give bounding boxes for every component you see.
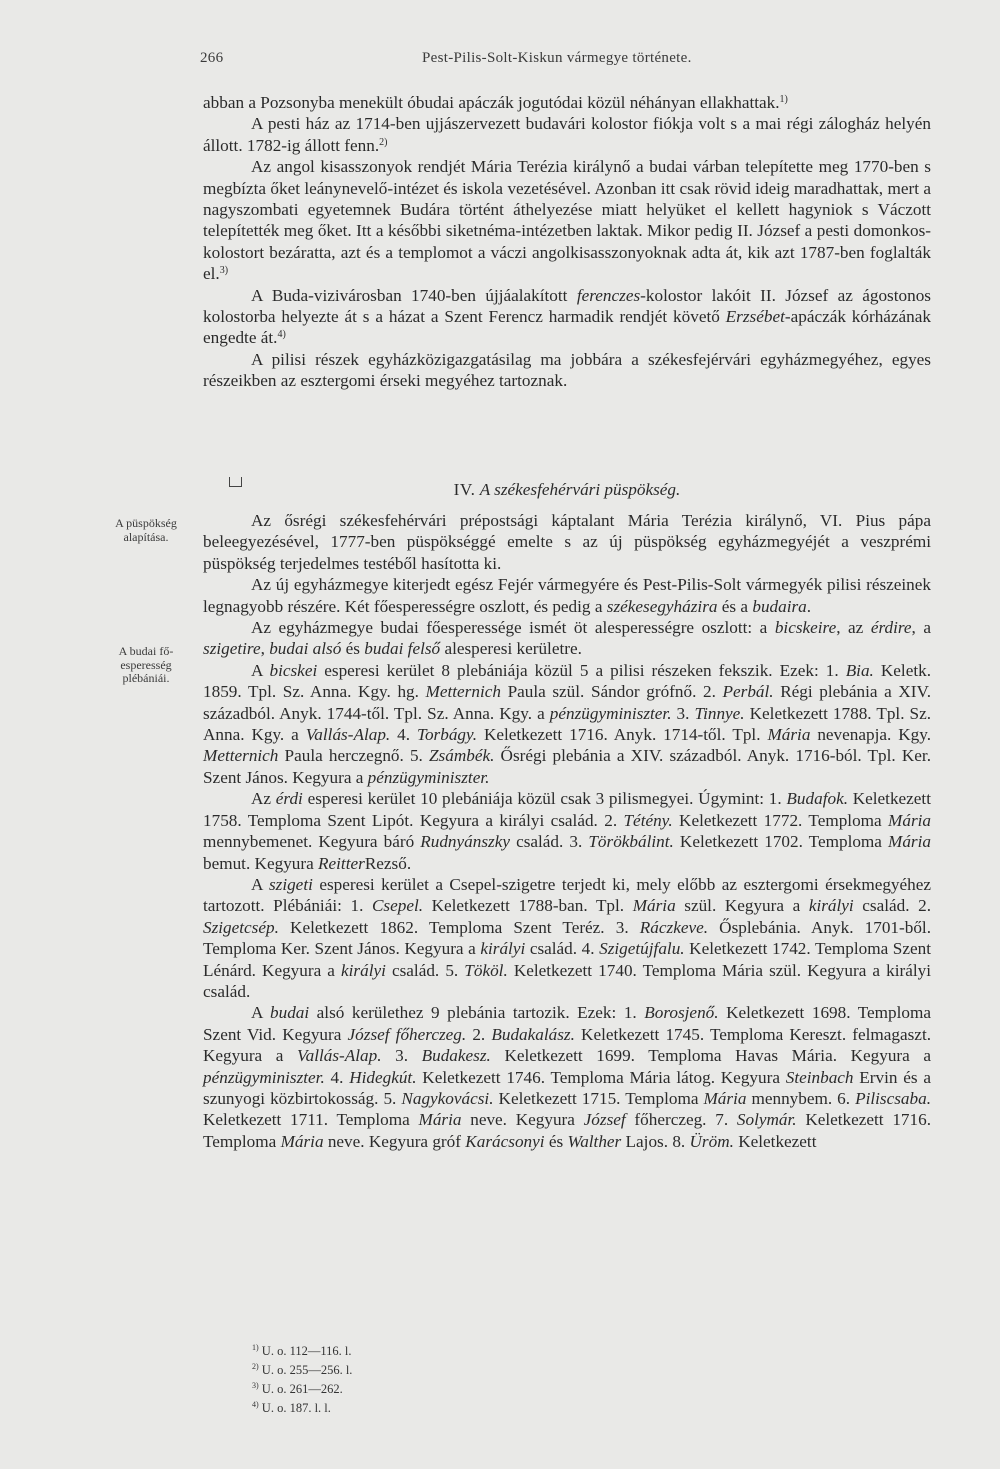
paragraph: Az új egyházmegye kiterjedt egész Fejér vármegyére és Pest-Pilis-Solt vármegyék pilisi részeinek legnagyobb részére. Két főesperességre oszlott, és pedig a székesegyházira és a budaira. [203, 575, 931, 616]
paragraph: Az angol kisasszonyok rendjét Mária Terézia királynő a budai várban telepítette meg 1770-ben s megbízta őket leánynevelő-intézet és iskola vezetésével. Azonban itt csak rövid ideig maradhattak, mert a nagyszombati egyetemnek Budára történt áthelyezése miatt helyüket el kellett hagyniok s Váczott telepítették meg őket. Itt a későbbi siketnéma-intézetben laktak. Mikor pedig II. József a pesti domonkos-kolostort bezáratta, azt és a templomot a váczi angolkisasszonyoknak adta át, kik azt 1787-ben foglalták el.$^{3)}$ [203, 157, 931, 284]
paragraph: abban a Pozsonyba menekült óbudai apáczák jogutódai közül néhányan ellakhattak.$^{1)}$ [203, 93, 788, 112]
page-header [200, 50, 940, 72]
section-title: IV. A székesfehérvári püspökség. [453, 480, 681, 499]
paragraph: Az egyházmegye budai főesperessége ismét öt alesperességre oszlott: a bicskeire, az érdire, a szigetire, budai alsó és budai felső alesperesi kerületre. [203, 618, 931, 659]
footnote-ref: 2) [379, 136, 388, 148]
footnote: $^{4)}$ U. o. 187. l. l. [252, 1400, 331, 1416]
text-block-lower [203, 510, 931, 1152]
footnote-ref: 1) [779, 94, 788, 105]
paragraph: A bicskei esperesi kerület 8 plebániája közül 5 a pilisi részeken fekszik. Ezek: 1. Bia. Keletk. 1859. Tpl. Sz. Anna. Kgy. hg. Metternich Paula szül. Sándor grófnő. 2. Perbál. Régi plebánia a XIV. századból. Anyk. 1744-től. Tpl. Sz. Anna. Kgy. a pénzügyminiszter. 3. Tinnye. Keletkezett 1788. Tpl. Sz. Anna. Kgy. a Vallás-Alap. 4. Torbágy. Keletkezett 1716. Anyk. 1714-től. Tpl. Mária nevenapja. Kgy. Metternich Paula herczegnő. 5. Zsámbék. Ősrégi plebánia a XIV. századból. Anyk. 1716-ból. Tpl. Ker. Szent János. Kegyura a pénzügyminiszter. [203, 660, 932, 787]
paragraph: Az ősrégi székesfehérvári prépostsági káptalant Mária Terézia királynő, VI. Pius pápa beleegyezésével, 1777-ben püspökséggé emelte s az új püspökség egyházmegyéjét a veszprémi püspökség terjedelmes testéből hasította ki. [203, 511, 931, 573]
footnote: $^{2)}$ U. o. 255—256. l. [252, 1362, 353, 1378]
footnote-ref: 4) [277, 329, 286, 341]
margin-note: A püspökség alapítása. [115, 516, 177, 544]
footnote: $^{3)}$ U. o. 261—262. [252, 1381, 343, 1397]
paragraph: Az érdi esperesi kerület 10 plebániája közül csak 3 pilismegyei. Úgymint: 1. Budafok. Keletkezett 1758. Temploma Szent Lipót. Kegyura a királyi család. 2. Tétény. Keletkezett 1772. Temploma Mária mennybemenet. Kegyura báró Rudnyánszky család. 3. Törökbálint. Keletkezett 1702. Temploma Mária bemut. Kegyura ReitterRezső. [203, 789, 931, 873]
page-number: 266 [200, 50, 224, 66]
paragraph: A pilisi részek egyházközigazgatásilag ma jobbára a székesfejérvári egyházmegyéhez, egyes részeikben az esztergomi érseki megyéhez tartoznak. [203, 349, 931, 391]
footnote-ref: 3) [219, 265, 229, 277]
margin-note: A budai fő-esperesség plébániái. [118, 644, 174, 685]
footnote: $^{1)}$ U. o. 112—116. l. [252, 1343, 352, 1359]
paragraph: A budai alsó kerülethez 9 plebánia tartozik. Ezek: 1. Borosjenő. Keletkezett 1698. Temploma Szent Vid. Kegyura József főherczeg. 2. Budakalász. Keletkezett 1745. Temploma Kereszt. felmagaszt. Kegyura a Vallás-Alap. 3. Budakesz. Keletkezett 1699. Temploma Havas Mária. Kegyura a pénzügyminiszter. 4. Hidegkút. Keletkezett 1746. Temploma Mária látog. Kegyura Steinbach Ervin és a szunyogi közbirtokosság. 5. Nagykovácsi. Keletkezett 1715. Temploma Mária mennybem. 6. Piliscsaba. Keletkezett 1711. Temploma Mária neve. Kegyura József főherczeg. 7. Solymár. Keletkezett 1716. Temploma Mária neve. Kegyura gróf Karácsonyi és Walther Lajos. 8. Üröm. Keletkezett [203, 1003, 932, 1151]
paragraph: A Buda-vizivárosban 1740-ben újjáalakított ferenczes-kolostor lakóit II. József az ágostonos kolostorba helyezte át s a házat a Szent Ferencz harmadik rendjét követő Erzsébet-apáczák kórházának engedte át.$^{4)}$ [203, 285, 931, 348]
paragraph: A szigeti esperesi kerület a Csepel-szigetre terjedt ki, mely előbb az esztergomi érsekmegyéhez tartozott. Plébániái: 1. Csepel. Keletkezett 1788-ban. Tpl. Mária szül. Kegyura a királyi család. 2. Szigetcsép. Keletkezett 1862. Temploma Szent Teréz. 3. Ráczkeve. Ősplebánia. Anyk. 1701-ből. Temploma Ker. Szent János. Kegyura a királyi család. 4. Szigetújfalu. Keletkezett 1742. Temploma Szent Lénárd. Kegyura a királyi család. 5. Tököl. Keletkezett 1740. Temploma Mária szül. Kegyura a királyi család. [203, 874, 932, 1001]
paragraph: A pesti ház az 1714-ben ujjászervezett budavári kolostor fiókja volt s a mai régi zálogház helyén állott. 1782-ig állott fenn.$^{2)}$ [203, 114, 931, 155]
footnotes [252, 1340, 552, 1417]
text-block-upper [203, 92, 931, 392]
running-title: Pest-Pilis-Solt-Kiskun vármegye története. [422, 50, 692, 66]
